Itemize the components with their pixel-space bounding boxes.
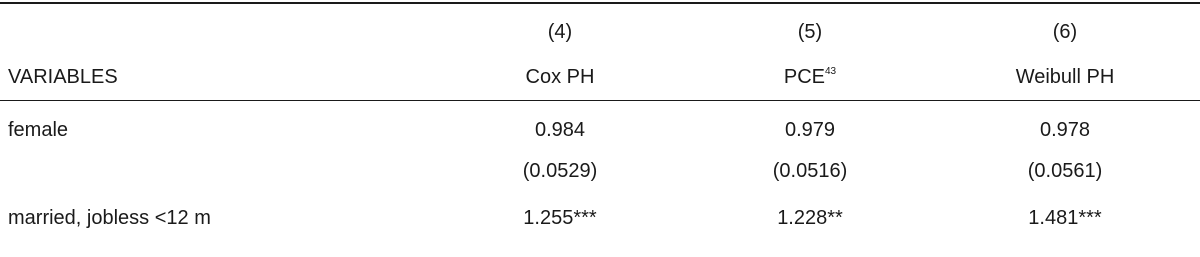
column-label-text: PCE xyxy=(783,66,825,88)
top-rule xyxy=(0,2,1200,4)
standard-error-cell: (0.0561) xyxy=(1027,160,1103,182)
column-label-weibull-ph xyxy=(975,65,1155,89)
table-cell: 0.984 xyxy=(534,119,586,141)
column-number-5: (5) xyxy=(797,21,823,43)
column-label-text: Weibull PH xyxy=(1015,66,1115,88)
row-label-married-jobless: married, jobless <12 m xyxy=(8,207,211,229)
table-cell: 0.979 xyxy=(784,119,836,141)
table-cell: 1.481*** xyxy=(1028,207,1102,229)
column-label-pce xyxy=(720,65,900,89)
standard-error-cell: (0.0516) xyxy=(772,160,848,182)
column-number-4: (4) xyxy=(547,21,573,43)
header-rule xyxy=(0,100,1200,101)
table-cell: 1.255*** xyxy=(523,207,597,229)
variables-header: VARIABLES xyxy=(8,66,118,88)
table-cell: 0.978 xyxy=(1039,119,1091,141)
column-label-text: Cox PH xyxy=(525,66,595,88)
footnote-marker: 43 xyxy=(825,66,837,78)
table-cell: 1.228** xyxy=(777,207,843,229)
column-label-cox-ph xyxy=(470,65,650,89)
column-number-6: (6) xyxy=(1052,21,1078,43)
row-label-female: female xyxy=(8,119,69,141)
standard-error-cell: (0.0529) xyxy=(522,160,598,182)
